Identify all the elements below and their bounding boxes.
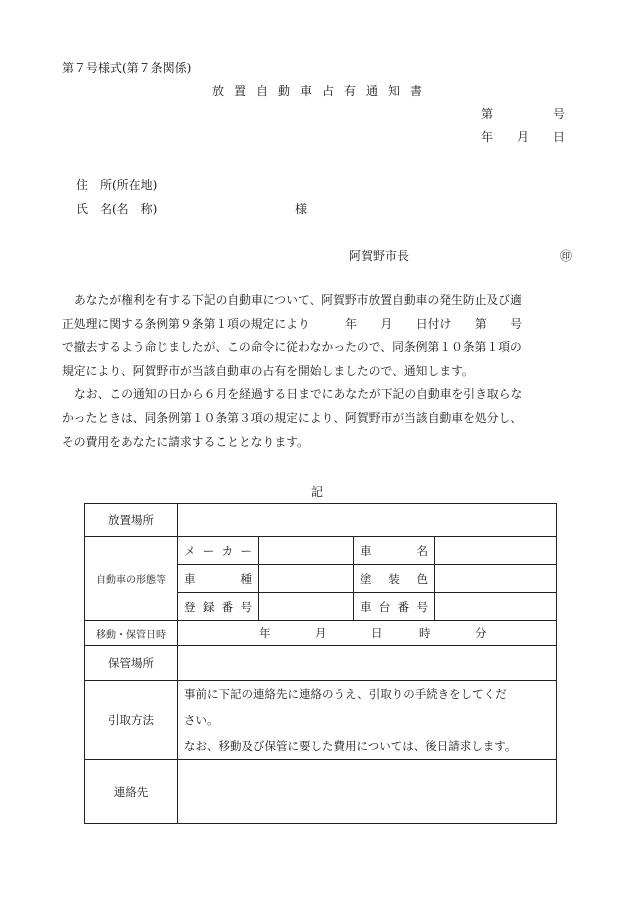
- table-row: [85, 504, 557, 537]
- paint-color-value: [435, 565, 557, 593]
- car-name-value: [435, 537, 557, 565]
- pickup-method-text: [178, 681, 557, 760]
- location-value: [178, 504, 557, 537]
- record-heading: 記: [311, 485, 324, 499]
- datetime-unit: 時: [419, 626, 431, 640]
- datetime-unit: 月: [315, 626, 327, 640]
- paragraph-line: その費用をあなたに請求することとなります。: [62, 434, 309, 449]
- registration-value: [259, 593, 354, 621]
- pickup-text-line: さい。: [184, 713, 219, 727]
- contact-label: 連絡先: [85, 760, 178, 824]
- honorific: 様: [295, 202, 308, 216]
- paragraph-line: で撤去するよう命じましたが、この命令に従わなかったので、同条例第１０条第１項の: [62, 340, 522, 355]
- document-number: 第 号: [481, 107, 566, 121]
- storage-place-value: [178, 646, 557, 681]
- table-row: [85, 646, 557, 681]
- pickup-method-label: 引取方法: [85, 681, 178, 760]
- issue-date: 年 月 日: [481, 130, 566, 144]
- car-type-value: [259, 565, 354, 593]
- datetime-unit: 年: [259, 626, 271, 640]
- issuer-name: 阿賀野市長: [349, 249, 410, 263]
- move-storage-date-value: [178, 621, 557, 646]
- paragraph-1: [62, 289, 574, 383]
- datetime-unit: 日: [371, 626, 383, 640]
- table-row: [85, 760, 557, 824]
- document-title: 放置自動車占有通知書: [212, 84, 433, 98]
- datetime-unit: 分: [475, 626, 487, 640]
- paragraph-line: なお、この通知の日から６月を経過する日までにあなたが下記の自動車を引き取らな: [74, 387, 523, 402]
- pickup-text-line: 事前に下記の連絡先に連絡のうえ、引取りの手続きをしてくだ: [184, 687, 507, 701]
- paint-color-label: 塗装色: [354, 565, 435, 593]
- paragraph-line: 正処理に関する条例第９条第１項の規定により 年 月 日付け 第 号: [62, 316, 523, 331]
- storage-place-label: 保管場所: [85, 646, 178, 681]
- table-row: [85, 681, 557, 760]
- paragraph-line: 規定により、阿賀野市が当該自動車の占有を開始しましたので、通知します。: [62, 363, 474, 378]
- name-label: 氏 名(名 称): [76, 202, 158, 216]
- vehicle-info-table: [84, 503, 557, 824]
- paragraph-line: かったときは、同条例第１０条第３項の規定により、阿賀野市が当該自動車を処分し、: [62, 410, 523, 425]
- car-name-label: 車名: [354, 537, 435, 565]
- chassis-label: 車台番号: [354, 593, 435, 621]
- move-storage-date-label: 移動・保管日時: [85, 621, 178, 646]
- table-row: [85, 621, 557, 646]
- address-label: 住 所(所在地): [76, 178, 158, 192]
- contact-value: [178, 760, 557, 824]
- seal-mark: ㊞: [560, 249, 573, 263]
- maker-value: [259, 537, 354, 565]
- paragraph-line: あなたが権利を有する下記の自動車について、阿賀野市放置自動車の発生防止及び適: [74, 293, 522, 307]
- vehicle-form-label: 自動車の形態等: [85, 537, 178, 621]
- location-label: 放置場所: [85, 504, 178, 537]
- notice-body: [62, 289, 574, 454]
- car-type-label: 車種: [178, 565, 259, 593]
- chassis-value: [435, 593, 557, 621]
- maker-label: メーカー: [178, 537, 259, 565]
- pickup-text-line: なお、移動及び保管に要した費用については、後日請求します。: [184, 739, 517, 753]
- registration-label: 登録番号: [178, 593, 259, 621]
- table-row: [85, 537, 557, 565]
- form-number: 第７号様式(第７条関係): [62, 61, 192, 75]
- paragraph-2: [62, 383, 574, 454]
